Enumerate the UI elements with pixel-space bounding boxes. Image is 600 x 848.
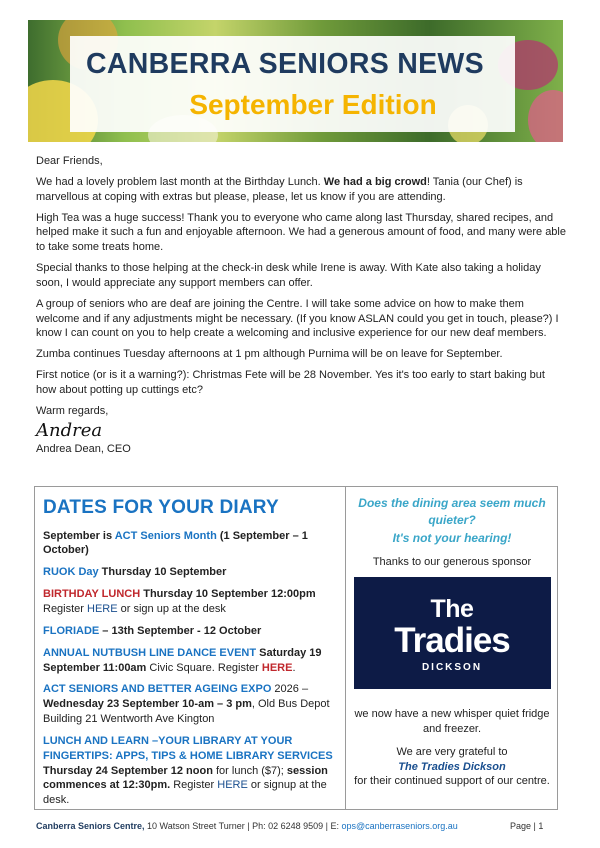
- text: We had a lovely problem last month at the Birthday Lunch.: [36, 175, 324, 188]
- grateful-note: [347, 745, 557, 790]
- diary-column: [43, 495, 338, 815]
- logo-text: Tradies: [394, 621, 510, 661]
- event-date: Thursday 10 September: [98, 566, 227, 579]
- diary-title: DATES FOR YOUR DIARY: [43, 497, 279, 518]
- register-link[interactable]: HERE: [87, 603, 118, 616]
- text: Civic Square. Register: [146, 661, 262, 674]
- event-date: Thursday 24 September 12 noon: [43, 764, 213, 777]
- letter-paragraph: A group of seniors who are deaf are joining the Centre. I will take some advice on how to make them welcome and if any adjustments might be necessary. (If you know ASLAN could you get in touch, please?) I know I can count on you to help create a welcoming and inclusive experience for our new deaf members.: [36, 297, 559, 340]
- text: or signup at the desk.: [43, 779, 327, 807]
- diary-entry: [43, 734, 338, 808]
- bold-text: We had a big crowd: [323, 175, 427, 188]
- handwritten-signature: Andrea: [36, 419, 103, 441]
- text: for lunch ($7);: [212, 764, 287, 777]
- footer-address: 10 Watson Street Turner | Ph: 02 6248 9509 | E:: [144, 821, 342, 831]
- letter-greeting: Dear Friends,: [36, 155, 103, 167]
- event-name: BIRTHDAY LUNCH: [43, 588, 141, 601]
- event-name: ACT SENIORS AND BETTER AGEING EXPO: [43, 683, 272, 696]
- logo-text: DICKSON: [421, 662, 483, 674]
- sponsor-column: [347, 495, 557, 789]
- logo-text: The: [430, 595, 474, 624]
- event-name: FLORIADE: [43, 624, 100, 637]
- sponsor-name: The Tradies Dickson: [398, 760, 506, 773]
- text: Register: [43, 603, 88, 616]
- fridge-note: we now have a new whisper quiet fridge and freezer.: [354, 708, 550, 735]
- column-divider: [345, 487, 346, 809]
- diary-entry: [43, 646, 338, 676]
- text: ! Tania (our Chef) is marvellous at coping with extras but please, please, let us know if you are attending.: [36, 175, 523, 203]
- text: (1 September – 1 October): [43, 529, 308, 557]
- edition-subtitle: September Edition: [189, 89, 437, 120]
- flower-decoration: [528, 90, 563, 142]
- text: We are very grateful to: [396, 745, 508, 758]
- sponsor-thanks: Thanks to our generous sponsor: [372, 556, 532, 569]
- diary-entry: [43, 587, 338, 617]
- letter-closing: Warm regards,: [36, 404, 109, 417]
- event-name: ANNUAL NUTBUSH LINE DANCE EVENT: [43, 646, 257, 659]
- tradies-logo: [354, 577, 551, 689]
- letter-paragraph: First notice (or is it a warning?): Christmas Fete will be 28 November. Yes it's too early to start baking but how about potting up cuttings etc?: [36, 369, 545, 396]
- register-link[interactable]: HERE: [217, 779, 248, 792]
- letter-paragraph: [36, 175, 566, 205]
- register-link[interactable]: HERE: [261, 661, 293, 674]
- footer-email-link[interactable]: ops@canberraseniors.org.au: [341, 821, 458, 831]
- page-number: Page | 1: [510, 821, 544, 831]
- event-time: session commences at 12:30pm.: [43, 764, 328, 792]
- text: It's not your hearing!: [392, 530, 512, 545]
- header-banner: [28, 20, 563, 142]
- letter-paragraph: Zumba continues Tuesday afternoons at 1 pm although Purnima will be on leave for September.: [36, 348, 503, 361]
- event-date: Thursday 10 September 12:00pm: [140, 588, 316, 601]
- event-name: RUOK Day: [43, 566, 99, 579]
- text: .: [292, 661, 296, 674]
- page-footer: [36, 820, 576, 832]
- event-name: ACT Seniors Month: [114, 529, 217, 542]
- event-name: LUNCH AND LEARN –YOUR LIBRARY AT YOUR FINGERTIPS: APPS, TIPS & HOME LIBRARY SERVICES: [43, 734, 333, 762]
- event-date: – 13th September - 12 October: [99, 624, 262, 637]
- footer-org: Canberra Seniors Centre,: [36, 821, 145, 831]
- diary-entry: [43, 682, 338, 727]
- diary-box: [34, 486, 558, 810]
- event-date: Wednesday 23 September 10-am – 3 pm: [43, 698, 252, 711]
- diary-entry: [43, 529, 338, 559]
- text: Does the dining area seem much quieter?: [358, 496, 546, 528]
- quiet-headline: [347, 495, 557, 547]
- diary-entry: [43, 565, 338, 580]
- event-location: , Old Bus Depot Building 21 Wentworth Ave Kington: [43, 698, 330, 726]
- ceo-letter: [36, 154, 566, 463]
- text: September is: [43, 529, 115, 542]
- text: or sign up at the desk: [117, 603, 226, 616]
- diary-entry: [43, 624, 338, 639]
- text: 2026 –: [271, 683, 309, 696]
- letter-paragraph: High Tea was a huge success! Thank you to everyone who came along last Thursday, shared recipes, and helped make it such a fun and enjoyable afternoon. We had a generous amount of food, and many were able to take some treats home.: [36, 211, 566, 254]
- newsletter-title: CANBERRA SENIORS NEWS: [86, 48, 484, 80]
- text: Register: [170, 779, 218, 792]
- letter-signoff: Andrea Dean, CEO: [36, 443, 131, 456]
- text: for their continued support of our centre.: [354, 775, 550, 788]
- event-date: Saturday 19 September 11:00am: [43, 646, 322, 674]
- letter-paragraph: Special thanks to those helping at the check-in desk while Irene is away. With Kate also taking a holiday soon, I would appreciate any support members can offer.: [36, 262, 541, 289]
